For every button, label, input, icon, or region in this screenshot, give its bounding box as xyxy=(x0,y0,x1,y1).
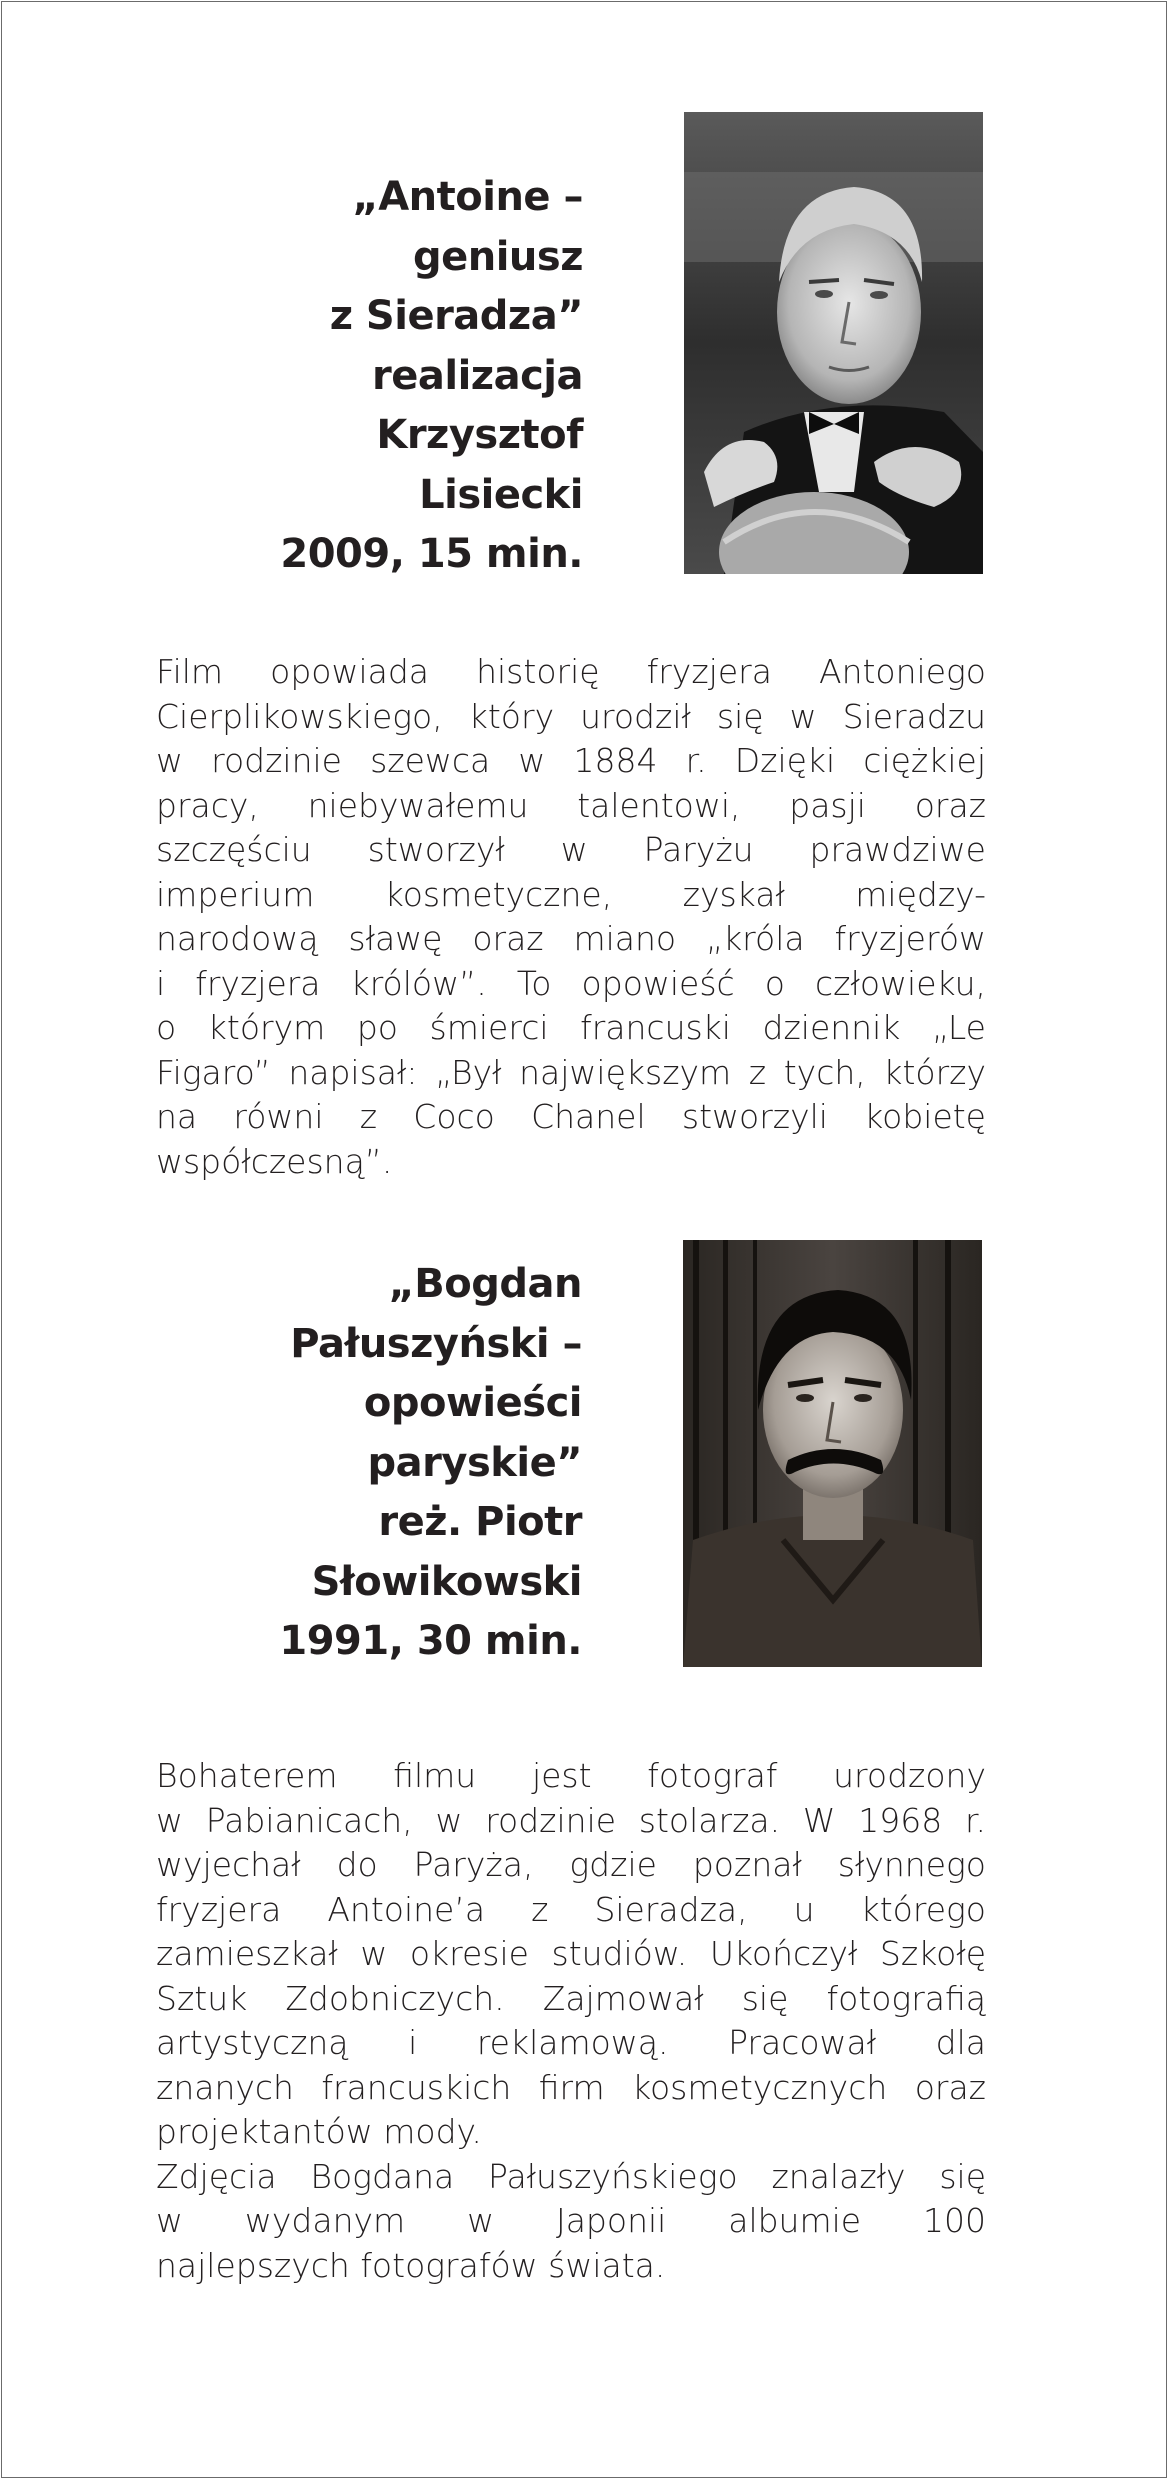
portrait-photographer-photo xyxy=(683,1240,982,1667)
title-line: 2009, 15 min. xyxy=(280,531,583,577)
film-description-antoine xyxy=(156,650,986,1184)
description-line: Cierplikowskiego, który urodził się w Sieradzu xyxy=(156,696,986,736)
description-line: zamieszkał w okresie studiów. Ukończył Szkołę xyxy=(156,1934,986,1973)
description-line: o którym po śmierci francuski dziennik „Le xyxy=(156,1008,986,1047)
title-line: 1991, 30 min. xyxy=(279,1618,582,1664)
title-line: opowieści xyxy=(363,1380,582,1426)
title-line: „Bogdan xyxy=(388,1261,582,1307)
description-line: znanych francuskich firm kosmetycznych oraz xyxy=(156,2067,986,2107)
description-line: projektantów mody. xyxy=(156,2112,482,2151)
description-line: narodową sławę oraz miano „króla fryzjerów xyxy=(156,919,986,958)
description-line: pracy, niebywałemu talentowi, pasji oraz xyxy=(156,785,986,825)
description-line: szczęściu stworzył w Paryżu prawdziwe xyxy=(156,830,986,869)
description-line: artystyczną i reklamową. Pracował dla xyxy=(156,2023,986,2062)
description-line: w rodzinie szewca w 1884 r. Dzięki ciężkiej xyxy=(156,741,986,780)
description-line: imperium kosmetyczne, zyskał między- xyxy=(156,874,986,914)
description-line: wyjechał do Paryża, gdzie poznał słynnego xyxy=(156,1845,986,1884)
description-line: najlepszych fotografów świata. xyxy=(156,2245,666,2285)
title-line: Pałuszyński – xyxy=(290,1320,582,1367)
description-line: współczesną”. xyxy=(156,1141,393,1181)
description-line: i fryzjera królów”. To opowieść o człowieku, xyxy=(156,963,986,1003)
title-line: z Sieradza” xyxy=(329,293,583,339)
description-line: Sztuk Zdobniczych. Zajmował się fotografią xyxy=(156,1978,986,2018)
description-line: Figaro” napisał: „Był największym z tych, którzy xyxy=(156,1052,986,1092)
title-line: geniusz xyxy=(412,233,583,280)
film-title-paluszynski xyxy=(279,1255,582,1672)
description-line: w Pabianicach, w rodzinie stolarza. W 1968 r. xyxy=(156,1800,986,1840)
description-line: Film opowiada historię fryzjera Antoniego xyxy=(156,652,986,691)
title-line: Krzysztof xyxy=(376,412,583,458)
description-line: Bohaterem filmu jest fotograf urodzony xyxy=(156,1756,986,1795)
title-line: Lisiecki xyxy=(419,471,583,518)
title-line: paryskie” xyxy=(367,1439,582,1486)
title-line: realizacja xyxy=(372,352,583,399)
description-line: Zdjęcia Bogdana Pałuszyńskiego znalazły się xyxy=(156,2156,986,2196)
portrait-hairdresser-photo xyxy=(684,112,983,574)
title-line: „Antoine – xyxy=(352,174,583,220)
description-line: na równi z Coco Chanel stworzyli kobietę xyxy=(156,1097,986,1136)
title-line: Słowikowski xyxy=(311,1558,582,1605)
film-description-paluszynski xyxy=(156,1754,986,2288)
description-line: fryzjera Antoine’a z Sieradza, u którego xyxy=(156,1889,986,1929)
title-line: reż. Piotr xyxy=(378,1499,582,1545)
description-line: w wydanym w Japonii albumie 100 xyxy=(156,2201,986,2240)
film-title-antoine xyxy=(280,168,583,585)
